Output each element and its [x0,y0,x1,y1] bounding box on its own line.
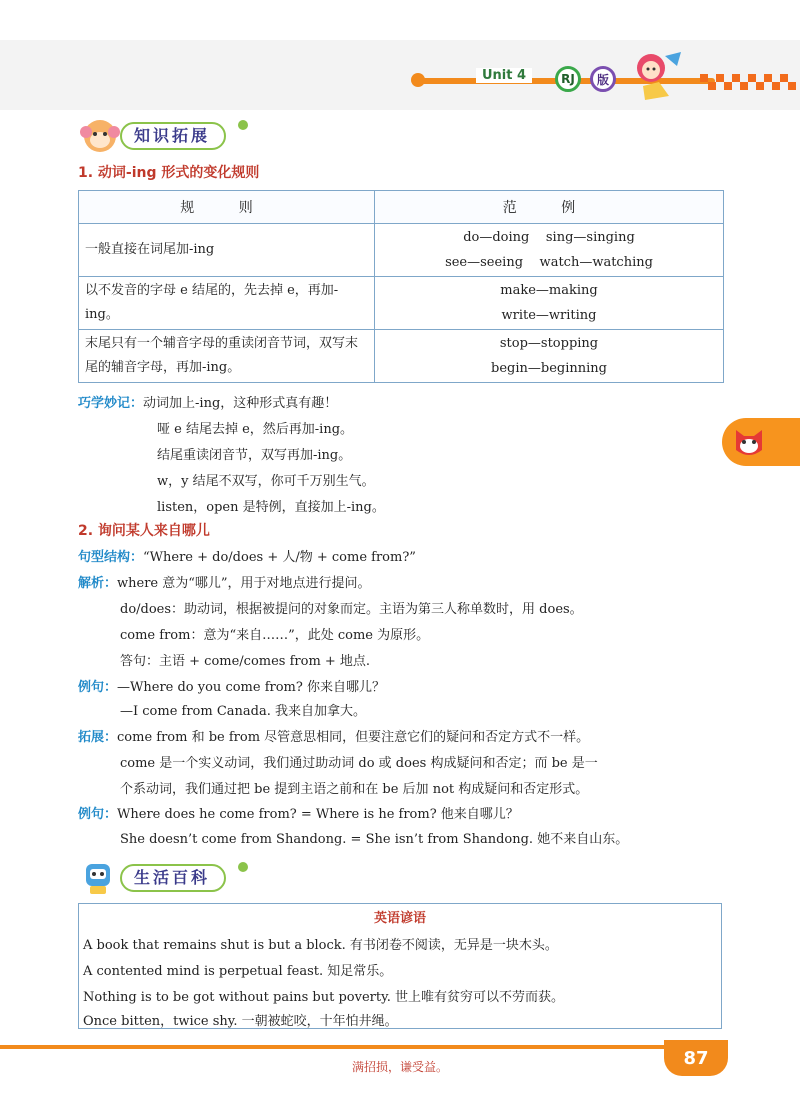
example-cell [375,330,724,383]
checker-pattern [700,74,800,90]
analysis-line: come from：意为“来自……”，此处 come 为原形。 [120,628,430,643]
topic1-heading: 1. 动词-ing 形式的变化规则 [78,165,260,181]
extend-label: 拓展： [78,730,118,745]
table-header-row [79,191,724,224]
example2-row [78,803,519,822]
extend-line: come 是一个实义动词，我们通过助动词 do 或 does 构成疑问和否定；而 be 是一 [120,756,598,771]
monkey-mascot-icon [78,116,122,156]
unit-label: Unit 4 [476,68,532,83]
column-example-header: 范 例 [375,191,724,224]
example2-sentence: Where does he come from? = Where is he from? 他来自哪儿？ [117,807,519,822]
proverbs-box [78,903,722,1029]
example-line: begin—beginning [491,361,607,376]
example-row [78,676,385,695]
example-sentence: —I come from Canada. 我来自加拿大。 [120,704,366,719]
section-knowledge-header [78,116,278,152]
extend-row [78,726,589,745]
footer-motto: 满招损，谦受益。 [351,1060,448,1074]
column-rule-header: 规 则 [79,191,375,224]
analysis-line: 答句：主语 + come/comes from + 地点. [120,654,371,669]
robot-mascot-icon [78,858,118,898]
extend-line: come from 和 be from 尽管意思相同，但要注意它们的疑问和否定方式不一样。 [117,730,590,745]
mnemonic-line: 动词加上-ing，这种形式真有趣！ [143,396,338,411]
mnemonic-line: 哑 e 结尾去掉 e，然后再加-ing。 [157,422,354,437]
table-row [79,224,724,277]
proverb-line: Nothing is to be got without pains but poverty. 世上唯有贫穷可以不劳而获。 [83,990,564,1005]
mnemonic-line: listen，open 是特例，直接加上-ing。 [157,500,385,515]
page-number: 87 [664,1040,728,1076]
proverb-line: A book that remains shut is but a block. 有书闭卷不阅读，无异是一块木头。 [83,938,558,953]
structure-label: 句型结构： [78,550,144,565]
proverbs-title: 英语谚语 [373,911,426,926]
table-row [79,277,724,330]
mnemonic-line: w，y 结尾不双写，你可千万别生气。 [157,474,375,489]
analysis-label: 解析： [78,576,118,591]
analysis-line: where 意为“哪儿”，用于对地点进行提问。 [117,576,371,591]
edition-badge: 版 [590,66,616,92]
rule-cell: 以不发音的字母 e 结尾的，先去掉 e，再加-ing。 [79,277,375,330]
mascot-girl-icon [625,46,689,104]
example2-label: 例句： [78,807,118,822]
structure-row [78,546,416,565]
footer-line [0,1045,690,1049]
section-life-title: 生活百科 [120,864,226,892]
ing-rules-table [78,190,724,383]
section-knowledge-title: 知识拓展 [120,122,226,150]
section-life-header [78,858,278,894]
rj-badge: RJ [555,66,581,92]
mnemonic-line: 结尾重读闭音节，双写再加-ing。 [157,448,352,463]
example-line: write—writing [501,308,597,323]
table-row [79,330,724,383]
example-sentence: —Where do you come from? 你来自哪儿？ [117,680,385,695]
example-cell [375,224,724,277]
mnemonic-label: 巧学妙记： [78,396,144,411]
analysis-row [78,572,371,591]
structure-text: “Where + do/does + 人/物 + come from?” [143,550,416,565]
topic2-heading: 2. 询问某人来自哪儿 [78,523,210,539]
proverb-line: A contented mind is perpetual feast. 知足常乐。 [83,964,393,979]
cat-mascot-icon [732,424,766,460]
rule-cell: 末尾只有一个辅音字母的重读闭音节词，双写末尾的辅音字母，再加-ing。 [79,330,375,383]
mnemonic-block [78,392,337,411]
example-cell [375,277,724,330]
analysis-line: do/does：助动词，根据被提问的对象而定。主语为第三人称单数时，用 does。 [120,602,583,617]
example-line: do—doing sing—singing [463,230,635,245]
example2-sentence: She doesn’t come from Shandong. = She isn’t from Shandong. 她不来自山东。 [120,832,629,847]
proverb-line: Once bitten，twice shy. 一朝被蛇咬，十年怕井绳。 [83,1014,398,1029]
example-line: stop—stopping [499,336,599,351]
example-line: make—making [500,283,598,298]
example-label: 例句： [78,680,118,695]
rule-cell: 一般直接在词尾加-ing [79,224,375,277]
extend-line: 个系动词，我们通过把 be 提到主语之前和在 be 后加 not 构成疑问和否定形式。 [120,782,589,797]
example-line: see—seeing watch—watching [445,255,653,270]
